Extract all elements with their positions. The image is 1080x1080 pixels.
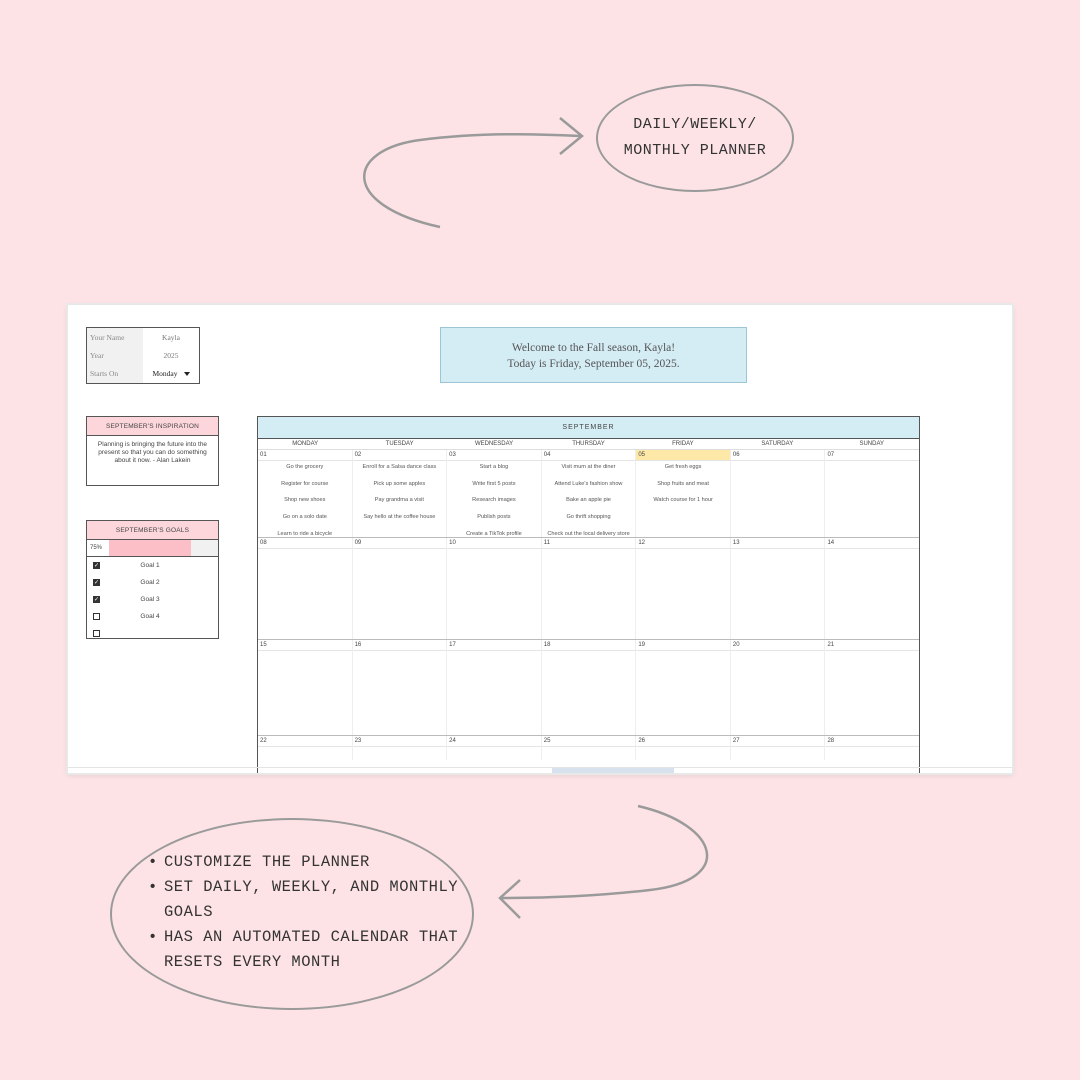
task-item[interactable]: Enroll for a Salsa dance class xyxy=(362,464,437,470)
goal-checkbox[interactable] xyxy=(93,630,100,637)
day-tasks xyxy=(825,747,919,760)
starts-on-value: Monday xyxy=(152,369,178,379)
day-tasks xyxy=(353,747,447,760)
calendar-day[interactable] xyxy=(542,538,637,639)
name-field[interactable]: Kayla xyxy=(162,332,180,342)
welcome-banner xyxy=(440,327,747,383)
horizontal-scrollbar[interactable] xyxy=(552,768,674,773)
day-number: 02 xyxy=(353,450,447,461)
calendar-day[interactable] xyxy=(542,450,637,537)
features-callout xyxy=(110,818,474,1010)
inspiration-quote: Planning is bringing the future into the present so that you can do something about it now. - Alan Lakein xyxy=(97,441,208,464)
calendar-weeks xyxy=(258,450,919,760)
calendar-day[interactable] xyxy=(353,538,448,639)
goals-progress xyxy=(87,540,218,557)
calendar-day[interactable] xyxy=(731,538,826,639)
task-item[interactable]: Say hello at the coffee house xyxy=(363,514,436,521)
starts-on-label: Starts On xyxy=(87,365,143,383)
task-item[interactable]: Shop fruits and meat xyxy=(657,480,709,487)
task-item[interactable]: Research images xyxy=(472,497,516,504)
task-item[interactable]: Go the grocery xyxy=(286,464,324,470)
callout-line: DAILY/WEEKLY/ xyxy=(633,116,757,133)
day-number: 05 xyxy=(636,450,730,461)
task-item[interactable]: Create a TikTok profile xyxy=(466,530,522,537)
day-number: 03 xyxy=(447,450,541,461)
goal-checkbox[interactable]: ✓ xyxy=(93,562,100,569)
day-tasks xyxy=(447,461,541,544)
task-item[interactable]: Bake an apple pie xyxy=(566,497,611,504)
day-tasks xyxy=(825,549,919,639)
day-of-week-label: THURSDAY xyxy=(572,441,605,447)
calendar-day[interactable] xyxy=(636,640,731,735)
goals-title: SEPTEMBER'S GOALS xyxy=(87,521,218,540)
calendar-day[interactable] xyxy=(636,736,731,760)
day-of-week-label: SUNDAY xyxy=(859,441,885,447)
goal-row xyxy=(87,608,218,625)
goal-row xyxy=(87,591,218,608)
calendar-day[interactable] xyxy=(258,736,353,760)
calendar-day[interactable] xyxy=(353,736,448,760)
day-tasks xyxy=(258,549,352,639)
caret-down-icon[interactable] xyxy=(184,372,190,376)
task-item[interactable]: Learn to ride a bicycle xyxy=(277,530,333,537)
day-tasks xyxy=(258,461,352,544)
day-of-week-label: TUESDAY xyxy=(385,441,414,447)
top-arrow-head xyxy=(560,118,582,154)
days-of-week-header xyxy=(258,439,919,450)
day-number: 01 xyxy=(258,450,352,461)
day-tasks xyxy=(542,747,636,760)
day-number: 04 xyxy=(542,450,636,461)
calendar-day[interactable] xyxy=(825,640,919,735)
day-number: 10 xyxy=(447,538,541,549)
day-tasks xyxy=(542,651,636,735)
day-tasks xyxy=(825,461,919,537)
task-item[interactable]: Write first 5 posts xyxy=(472,480,516,487)
day-number: 07 xyxy=(825,450,919,461)
inspiration-box xyxy=(86,416,219,486)
task-item[interactable]: Register for course xyxy=(281,480,329,487)
settings-box xyxy=(86,327,200,384)
task-item[interactable]: Watch course for 1 hour xyxy=(653,497,713,504)
calendar-day[interactable] xyxy=(258,450,353,537)
calendar-day[interactable] xyxy=(542,736,637,760)
day-number: 12 xyxy=(636,538,730,549)
goal-label[interactable]: Goal 1 xyxy=(140,562,160,569)
calendar-month-title: SEPTEMBER xyxy=(258,417,919,439)
calendar-day[interactable] xyxy=(731,736,826,760)
day-tasks xyxy=(731,747,825,760)
calendar-day[interactable] xyxy=(636,538,731,639)
day-number: 24 xyxy=(447,736,541,747)
calendar-day[interactable] xyxy=(447,450,542,537)
day-tasks xyxy=(258,747,352,760)
goal-label[interactable]: Goal 3 xyxy=(140,596,160,603)
day-number: 17 xyxy=(447,640,541,651)
day-number: 27 xyxy=(731,736,825,747)
planner-spreadsheet xyxy=(68,305,1012,773)
day-number: 25 xyxy=(542,736,636,747)
planner-type-callout xyxy=(596,84,794,192)
calendar-day[interactable] xyxy=(447,538,542,639)
calendar-day[interactable] xyxy=(731,450,826,537)
calendar-week xyxy=(258,640,919,736)
day-number: 13 xyxy=(731,538,825,549)
task-item[interactable]: Go on a solo date xyxy=(282,514,327,521)
task-item[interactable]: Attend Luke's fashion show xyxy=(554,480,623,487)
bottom-arrow-head xyxy=(500,880,520,918)
task-item[interactable]: Shop new shoes xyxy=(284,497,326,504)
top-arrow-curve xyxy=(364,134,580,227)
day-tasks xyxy=(542,549,636,639)
day-of-week-label: MONDAY xyxy=(292,441,319,447)
feature-item: • SET DAILY, WEEKLY, AND MONTHLY GOALS xyxy=(146,875,472,925)
calendar-day[interactable] xyxy=(447,640,542,735)
task-item[interactable]: Go thrift shopping xyxy=(566,514,611,521)
day-tasks xyxy=(825,651,919,735)
goal-label[interactable]: Goal 2 xyxy=(140,579,160,586)
day-number: 08 xyxy=(258,538,352,549)
task-item[interactable]: Start a blog xyxy=(479,464,509,470)
day-tasks xyxy=(353,461,447,537)
goal-list xyxy=(87,557,218,642)
day-tasks xyxy=(636,651,730,735)
goal-row xyxy=(87,557,218,574)
progress-percent: 75% xyxy=(90,545,103,551)
progress-fill xyxy=(109,540,191,556)
progress-bar xyxy=(109,540,218,556)
day-number: 16 xyxy=(353,640,447,651)
feature-item: • HAS AN AUTOMATED CALENDAR THAT RESETS EVERY MONTH xyxy=(146,925,472,975)
day-tasks xyxy=(731,461,825,537)
day-number: 18 xyxy=(542,640,636,651)
day-number: 15 xyxy=(258,640,352,651)
horizontal-scroll-track xyxy=(68,767,1012,768)
year-field[interactable]: 2025 xyxy=(163,350,179,360)
day-tasks xyxy=(353,651,447,735)
calendar-day[interactable] xyxy=(825,450,919,537)
calendar-day[interactable] xyxy=(731,640,826,735)
day-number: 22 xyxy=(258,736,352,747)
day-number: 09 xyxy=(353,538,447,549)
calendar-day[interactable] xyxy=(353,640,448,735)
day-of-week-label: FRIDAY xyxy=(672,441,694,447)
task-item[interactable]: Get fresh eggs xyxy=(664,464,702,470)
calendar-week xyxy=(258,538,919,640)
goal-row xyxy=(87,574,218,591)
goal-checkbox[interactable]: ✓ xyxy=(93,579,100,586)
goal-label[interactable]: Goal 4 xyxy=(140,613,160,620)
calendar-week xyxy=(258,736,919,760)
day-number: 11 xyxy=(542,538,636,549)
day-number: 21 xyxy=(825,640,919,651)
calendar-day[interactable] xyxy=(825,538,919,639)
day-number: 23 xyxy=(353,736,447,747)
bottom-arrow-curve xyxy=(502,806,707,898)
day-number: 14 xyxy=(825,538,919,549)
day-of-week-label: WEDNESDAY xyxy=(474,441,514,447)
welcome-line: Welcome to the Fall season, Kayla! xyxy=(511,342,676,354)
calendar-week xyxy=(258,450,919,538)
task-item[interactable]: Check out the local delivery store xyxy=(547,530,630,537)
task-item[interactable]: Pick up some apples xyxy=(373,480,426,487)
day-tasks xyxy=(447,651,541,735)
goals-box xyxy=(86,520,219,639)
starts-on-dropdown[interactable] xyxy=(143,369,199,378)
day-tasks xyxy=(731,651,825,735)
calendar-day[interactable] xyxy=(353,450,448,537)
day-tasks xyxy=(636,747,730,760)
day-number: 26 xyxy=(636,736,730,747)
day-tasks xyxy=(447,747,541,760)
features-list xyxy=(146,850,472,975)
calendar-day[interactable] xyxy=(636,450,731,537)
calendar-day[interactable] xyxy=(825,736,919,760)
day-tasks xyxy=(731,549,825,639)
goal-checkbox[interactable] xyxy=(93,613,100,620)
day-number: 28 xyxy=(825,736,919,747)
day-number: 19 xyxy=(636,640,730,651)
feature-item: • CUSTOMIZE THE PLANNER xyxy=(146,850,472,875)
calendar-day[interactable] xyxy=(258,640,353,735)
day-tasks xyxy=(447,549,541,639)
day-tasks xyxy=(542,461,636,544)
day-number: 20 xyxy=(731,640,825,651)
calendar-day[interactable] xyxy=(542,640,637,735)
monthly-calendar xyxy=(257,416,920,773)
day-number: 06 xyxy=(731,450,825,461)
name-label: Your Name xyxy=(87,328,143,346)
day-tasks xyxy=(636,461,730,537)
inspiration-title: SEPTEMBER'S INSPIRATION xyxy=(87,417,218,436)
callout-line: MONTHLY PLANNER xyxy=(623,142,767,159)
task-item[interactable]: Publish posts xyxy=(477,514,511,521)
task-item[interactable]: Pay grandma a visit xyxy=(374,497,424,504)
calendar-day[interactable] xyxy=(258,538,353,639)
day-of-week-label: SATURDAY xyxy=(761,441,794,447)
today-line: Today is Friday, September 05, 2025. xyxy=(507,358,680,370)
goal-row xyxy=(87,625,218,642)
calendar-day[interactable] xyxy=(447,736,542,760)
day-tasks xyxy=(258,651,352,735)
day-tasks xyxy=(636,549,730,639)
task-item[interactable]: Visit mum at the diner xyxy=(561,464,616,470)
goal-checkbox[interactable]: ✓ xyxy=(93,596,100,603)
year-label: Year xyxy=(87,346,143,364)
day-tasks xyxy=(353,549,447,639)
